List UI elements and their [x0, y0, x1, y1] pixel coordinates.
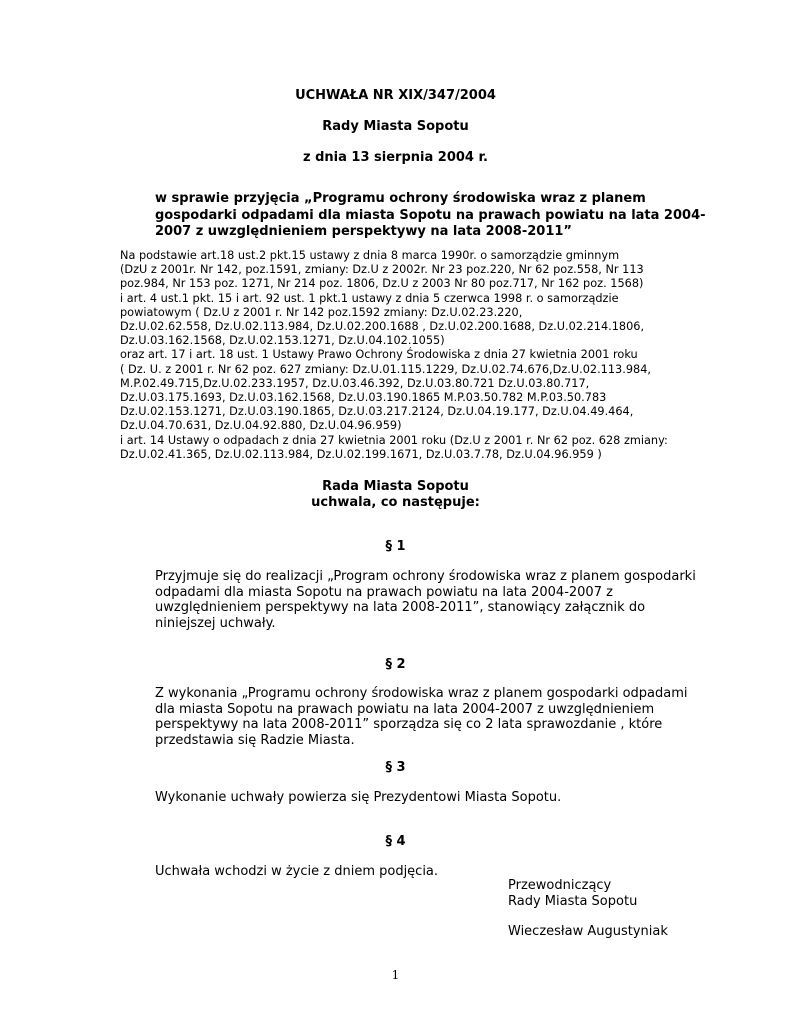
- legal-line: Dz.U.02.62.558, Dz.U.02.113.984, Dz.U.02.200.1688 , Dz.U.02.200.1688, Dz.U.02.214.1806,: [120, 320, 645, 334]
- signature-role: Przewodniczący: [508, 878, 612, 893]
- body-line: uwzględnieniem perspektywy na lata 2008-2011”, stanowiący załącznik do: [155, 600, 646, 615]
- section-1-body: [155, 569, 696, 631]
- legal-basis: [120, 249, 720, 462]
- legal-line: Na podstawie art.18 ust.2 pkt.15 ustawy z dnia 8 marca 1990r. o samorządzie gminnym: [120, 249, 620, 262]
- resolution-issuer: Rady Miasta Sopotu: [322, 119, 469, 134]
- legal-line: Dz.U.03.162.1568, Dz.U.02.153.1271, Dz.U.04.102.1055): [120, 334, 445, 348]
- section-heading-4: § 4: [385, 834, 406, 849]
- legal-line: (DzU z 2001r. Nr 142, poz.1591, zmiany: Dz.U z 2002r. Nr 23 poz.220, Nr 62 poz.558, Nr 113: [120, 263, 644, 277]
- body-line: Przyjmuje się do realizacji „Program ochrony środowiska wraz z planem gospodarki: [155, 569, 696, 584]
- subject-line: w sprawie przyjęcia „Programu ochrony środowiska wraz z planem: [155, 191, 646, 206]
- legal-line: poz.984, Nr 153 poz. 1271, Nr 214 poz. 1806, Dz.U z 2003 Nr 80 poz.717, Nr 162 poz. 1568): [120, 277, 644, 291]
- section-2-body: [155, 686, 688, 748]
- section-heading-1: § 1: [385, 539, 406, 554]
- section-3-body: [155, 790, 561, 806]
- legal-line: ( Dz. U. z 2001 r. Nr 62 poz. 627 zmiany: Dz.U.01.115.1229, Dz.U.02.74.676,Dz.U.02.113.984,: [120, 362, 651, 376]
- subject-line: gospodarki odpadami dla miasta Sopotu na prawach powiatu na lata 2004-: [155, 207, 706, 223]
- legal-line: Dz.U.04.70.631, Dz.U.04.92.880, Dz.U.04.96.959): [120, 419, 402, 433]
- body-line: perspektywy na lata 2008-2011” sporządza się co 2 lata sprawozdanie , które: [155, 717, 663, 732]
- resolution-title: UCHWAŁA NR XIX/347/2004: [295, 88, 496, 103]
- legal-line: oraz art. 17 i art. 18 ust. 1 Ustawy Prawo Ochrony Środowiska z dnia 27 kwietnia 2001 roku: [120, 348, 638, 362]
- subject-line: 2007 z uwzględnieniem perspektywy na lata 2008-2011”: [155, 224, 572, 239]
- signature-name: Wieczesław Augustyniak: [508, 924, 668, 939]
- legal-line: Dz.U.03.175.1693, Dz.U.03.162.1568, Dz.U.03.190.1865 M.P.03.50.782 M.P.03.50.783: [120, 391, 607, 405]
- resolves-intro: uchwala, co następuje:: [311, 495, 480, 510]
- body-line: przedstawia się Radzie Miasta.: [155, 732, 355, 748]
- council-name: Rada Miasta Sopotu: [322, 479, 469, 494]
- signature-body: Rady Miasta Sopotu: [508, 894, 638, 909]
- section-4-body: [155, 864, 438, 880]
- resolution-date: z dnia 13 sierpnia 2004 r.: [303, 150, 488, 165]
- body-line: odpadami dla miasta Sopotu na prawach powiatu na lata 2004-2007 z: [155, 584, 613, 600]
- body-line: Z wykonania „Programu ochrony środowiska wraz z planem gospodarki odpadami: [155, 686, 688, 701]
- legal-line: Dz.U.02.41.365, Dz.U.02.113.984, Dz.U.02.199.1671, Dz.U.03.7.78, Dz.U.04.96.959 ): [120, 447, 602, 461]
- legal-line: i art. 4 ust.1 pkt. 15 i art. 92 ust. 1 pkt.1 ustawy z dnia 5 czerwca 1998 r. o samorządzie: [120, 291, 619, 305]
- page-number: 1: [391, 968, 400, 982]
- body-line: dla miasta Sopotu na prawach powiatu na lata 2004-2007 z uwzględnieniem: [155, 701, 655, 717]
- body-line: Wykonanie uchwały powierza się Prezydentowi Miasta Sopotu.: [155, 790, 562, 805]
- legal-line: Dz.U.02.153.1271, Dz.U.03.190.1865, Dz.U.03.217.2124, Dz.U.04.19.177, Dz.U.04.49.464,: [120, 405, 634, 419]
- legal-line: powiatowym ( Dz.U z 2001 r. Nr 142 poz.1592 zmiany: Dz.U.02.23.220,: [120, 305, 523, 319]
- legal-line: M.P.02.49.715,Dz.U.02.233.1957, Dz.U.03.46.392, Dz.U.03.80.721 Dz.U.03.80.717,: [120, 376, 590, 390]
- subject-block: [155, 191, 706, 241]
- section-heading-3: § 3: [385, 760, 406, 775]
- section-heading-2: § 2: [385, 657, 406, 672]
- body-line: Uchwała wchodzi w życie z dniem podjęcia.: [155, 864, 439, 879]
- body-line: niniejszej uchwały.: [155, 615, 276, 631]
- legal-line: i art. 14 Ustawy o odpadach z dnia 27 kwietnia 2001 roku (Dz.U z 2001 r. Nr 62 poz. 628 zmiany:: [120, 433, 668, 447]
